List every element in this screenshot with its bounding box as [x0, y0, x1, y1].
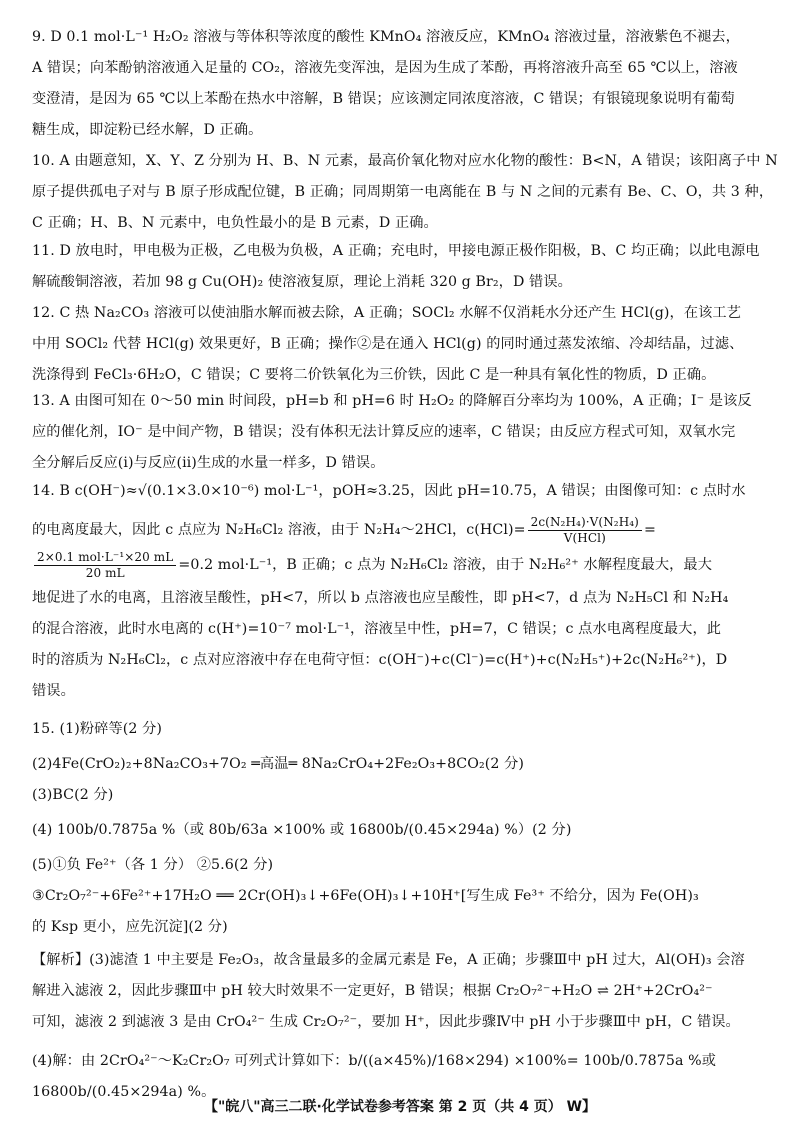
answer-q11: [32, 236, 778, 298]
q14-line-2: [32, 513, 778, 547]
q12-line-1: 12. C 热 Na₂CO₃ 溶液可以使油脂水解而被去除，A 正确；SOCl₂ 水解不仅消耗水分还产生 HCl(g)，在该工艺: [32, 305, 741, 321]
answer-q13: [32, 386, 778, 479]
analysis-line-1: 【解析】(3)滤渣 1 中主要是 Fe₂O₃，故含量最多的金属元素是 Fe，A 正确；步骤Ⅲ中 pH 过大，Al(OH)₃ 会溶: [32, 952, 745, 968]
q15-part-6-line-2: 的 Ksp 更小，应先沉淀](2 分): [32, 919, 228, 935]
q13-line-2: 应的催化剂，IO⁻ 是中间产物，B 错误；没有体积无法计算反应的速率，C 错误；由反应方程式可知，双氧水完: [32, 424, 736, 440]
q14-line-3-text: =0.2 mol·L⁻¹，B 正确；c 点为 N₂H₆Cl₂ 溶液，由于 N₂H₆²⁺ 水解程度最大，最大: [178, 557, 713, 573]
q12-line-2: 中用 SOCl₂ 代替 HCl(g) 效果更好，B 正确；操作②是在通入 HCl(g) 的同时通过蒸发浓缩、冷却结晶，过滤、: [32, 336, 744, 352]
q14-line-7: 错误。: [32, 683, 75, 699]
analysis-line-4: (4)解：由 2CrO₄²⁻～K₂Cr₂O₇ 可列式计算如下：b/((a×45%)/168×294) ×100%= 100b/0.7875a %或 16800b/(0.45×294a) %。: [32, 1053, 717, 1100]
q10-line-1: 10. A 由题意知，X、Y、Z 分别为 H、B、N 元素，最高价氧化物对应水化物的酸性：B<N，A 错误；该阳离子中 N: [32, 153, 778, 169]
q9-line-4: 糖生成，即淀粉已经水解，D 正确。: [32, 122, 263, 138]
q14-line-6: 时的溶质为 N₂H₆Cl₂，c 点对应溶液中存在电荷守恒：c(OH⁻)+c(Cl⁻)=c(H⁺)+c(N₂H₅⁺)+2c(N₂H₆²⁺)，D: [32, 652, 728, 668]
q9-line-1: 9. D 0.1 mol·L⁻¹ H₂O₂ 溶液与等体积等浓度的酸性 KMnO₄ 溶液反应，KMnO₄ 溶液过量，溶液紫色不褪去，: [32, 29, 740, 45]
q15-part-1: 15. (1)粉碎等(2 分): [32, 721, 163, 737]
concentration-fraction-numerator: 2×0.1 mol·L⁻¹×20 mL: [34, 550, 176, 566]
q15-part-2: (2)4Fe(CrO₂)₂+8Na₂CO₃+7O₂ ═高温═ 8Na₂CrO₄+2Fe₂O₃+8CO₂(2 分): [32, 756, 525, 772]
chcl-fraction-denominator: V(HCl): [563, 530, 606, 545]
q9-line-2: A 错误；向苯酚钠溶液通入足量的 CO₂，溶液先变浑浊，是因为生成了苯酚，再将溶液升高至 65 ℃以上，溶液: [32, 60, 738, 76]
q15-part-5: (5)①负 Fe²⁺（各 1 分） ②5.6(2 分): [32, 857, 274, 873]
q15-part-6-line-1: ③Cr₂O₇²⁻+6Fe²⁺+17H₂O ══ 2Cr(OH)₃↓+6Fe(OH)₃↓+10H⁺[写生成 Fe³⁺ 不给分，因为 Fe(OH)₃: [32, 888, 699, 904]
q14-line-5: 的混合溶液，此时水电离的 c(H⁺)=10⁻⁷ mol·L⁻¹，溶液呈中性，pH=7，C 错误；c 点水电离程度最大，此: [32, 621, 722, 637]
q11-line-2: 解硫酸铜溶液，若加 98 g Cu(OH)₂ 使溶液复原，理论上消耗 320 g Br₂，D 错误。: [32, 274, 572, 290]
q15-part-4: (4) 100b/0.7875a %（或 80b/63a ×100% 或 16800b/(0.45×294a) %）(2 分): [32, 822, 572, 838]
q13-line-1: 13. A 由图可知在 0～50 min 时间段，pH=b 和 pH=6 时 H₂O₂ 的降解百分率均为 100%，A 正确；I⁻ 是该反: [32, 393, 752, 409]
answer-q9: [32, 22, 778, 146]
analysis-line-3: 可知，滤液 2 到滤液 3 是由 CrO₄²⁻ 生成 Cr₂O₇²⁻，要加 H⁺，因此步骤Ⅳ中 pH 小于步骤Ⅲ中 pH，C 错误。: [32, 1014, 740, 1030]
q14-equals: =: [643, 522, 656, 538]
q12-line-3: 洗涤得到 FeCl₃·6H₂O，C 错误；C 要将二价铁氧化为三价铁，因此 C 是一种具有氧化性的物质，D 正确。: [32, 367, 716, 383]
q14-line-1: 14. B c(OH⁻)≈√(0.1×3.0×10⁻⁶) mol·L⁻¹，pOH≈3.25，因此 pH=10.75，A 错误；由图像可知：c 点时水: [32, 483, 746, 499]
answer-q10: [32, 146, 778, 239]
q11-line-1: 11. D 放电时，甲电极为正极，乙电极为负极，A 正确；充电时，甲接电源正极作阳极，B、C 均正确；以此电源电: [32, 243, 760, 259]
page-footer: 【"皖八"高三二联·化学试卷参考答案 第 2 页（共 4 页） W】: [203, 1099, 597, 1115]
chcl-fraction: [528, 515, 642, 546]
answer-q12: [32, 298, 778, 391]
q9-line-3: 变澄清，是因为 65 ℃以上苯酚在热水中溶解，B 错误；应该测定同浓度溶液，C 错误；有银镜现象说明有葡萄: [32, 91, 735, 107]
q15-part-3: (3)BC(2 分): [32, 787, 114, 803]
concentration-fraction-denominator: 20 mL: [85, 565, 125, 580]
q10-line-2: 原子提供孤电子对与 B 原子形成配位键，B 正确；同周期第一电离能在 B 与 N 之间的元素有 Be、C、O，共 3 种，: [32, 184, 774, 200]
q14-line-2-text: 的电离度最大，因此 c 点应为 N₂H₆Cl₂ 溶液，由于 N₂H₄～2HCl，c(HCl)=: [32, 522, 526, 538]
q14-line-4: 地促进了水的电离，且溶液呈酸性，pH<7，所以 b 点溶液也应呈酸性，即 pH<7，d 点为 N₂H₅Cl 和 N₂H₄: [32, 590, 729, 606]
answer-q14: [32, 476, 778, 707]
q14-line-3: [32, 547, 778, 583]
q10-line-3: C 正确；H、B、N 元素中，电负性最小的是 B 元素，D 正确。: [32, 215, 438, 231]
chcl-fraction-numerator: 2c(N₂H₄)·V(N₂H₄): [528, 515, 642, 531]
analysis-line-2: 解进入滤液 2，因此步骤Ⅲ中 pH 较大时效果不一定更好，B 错误；根据 Cr₂O₇²⁻+H₂O ⇌ 2H⁺+2CrO₄²⁻: [32, 983, 713, 999]
answer-q15: [32, 714, 778, 1108]
concentration-fraction: [34, 550, 176, 581]
q13-line-3: 全分解后反应(ⅰ)与反应(ⅱ)生成的水量一样多，D 错误。: [32, 455, 385, 471]
